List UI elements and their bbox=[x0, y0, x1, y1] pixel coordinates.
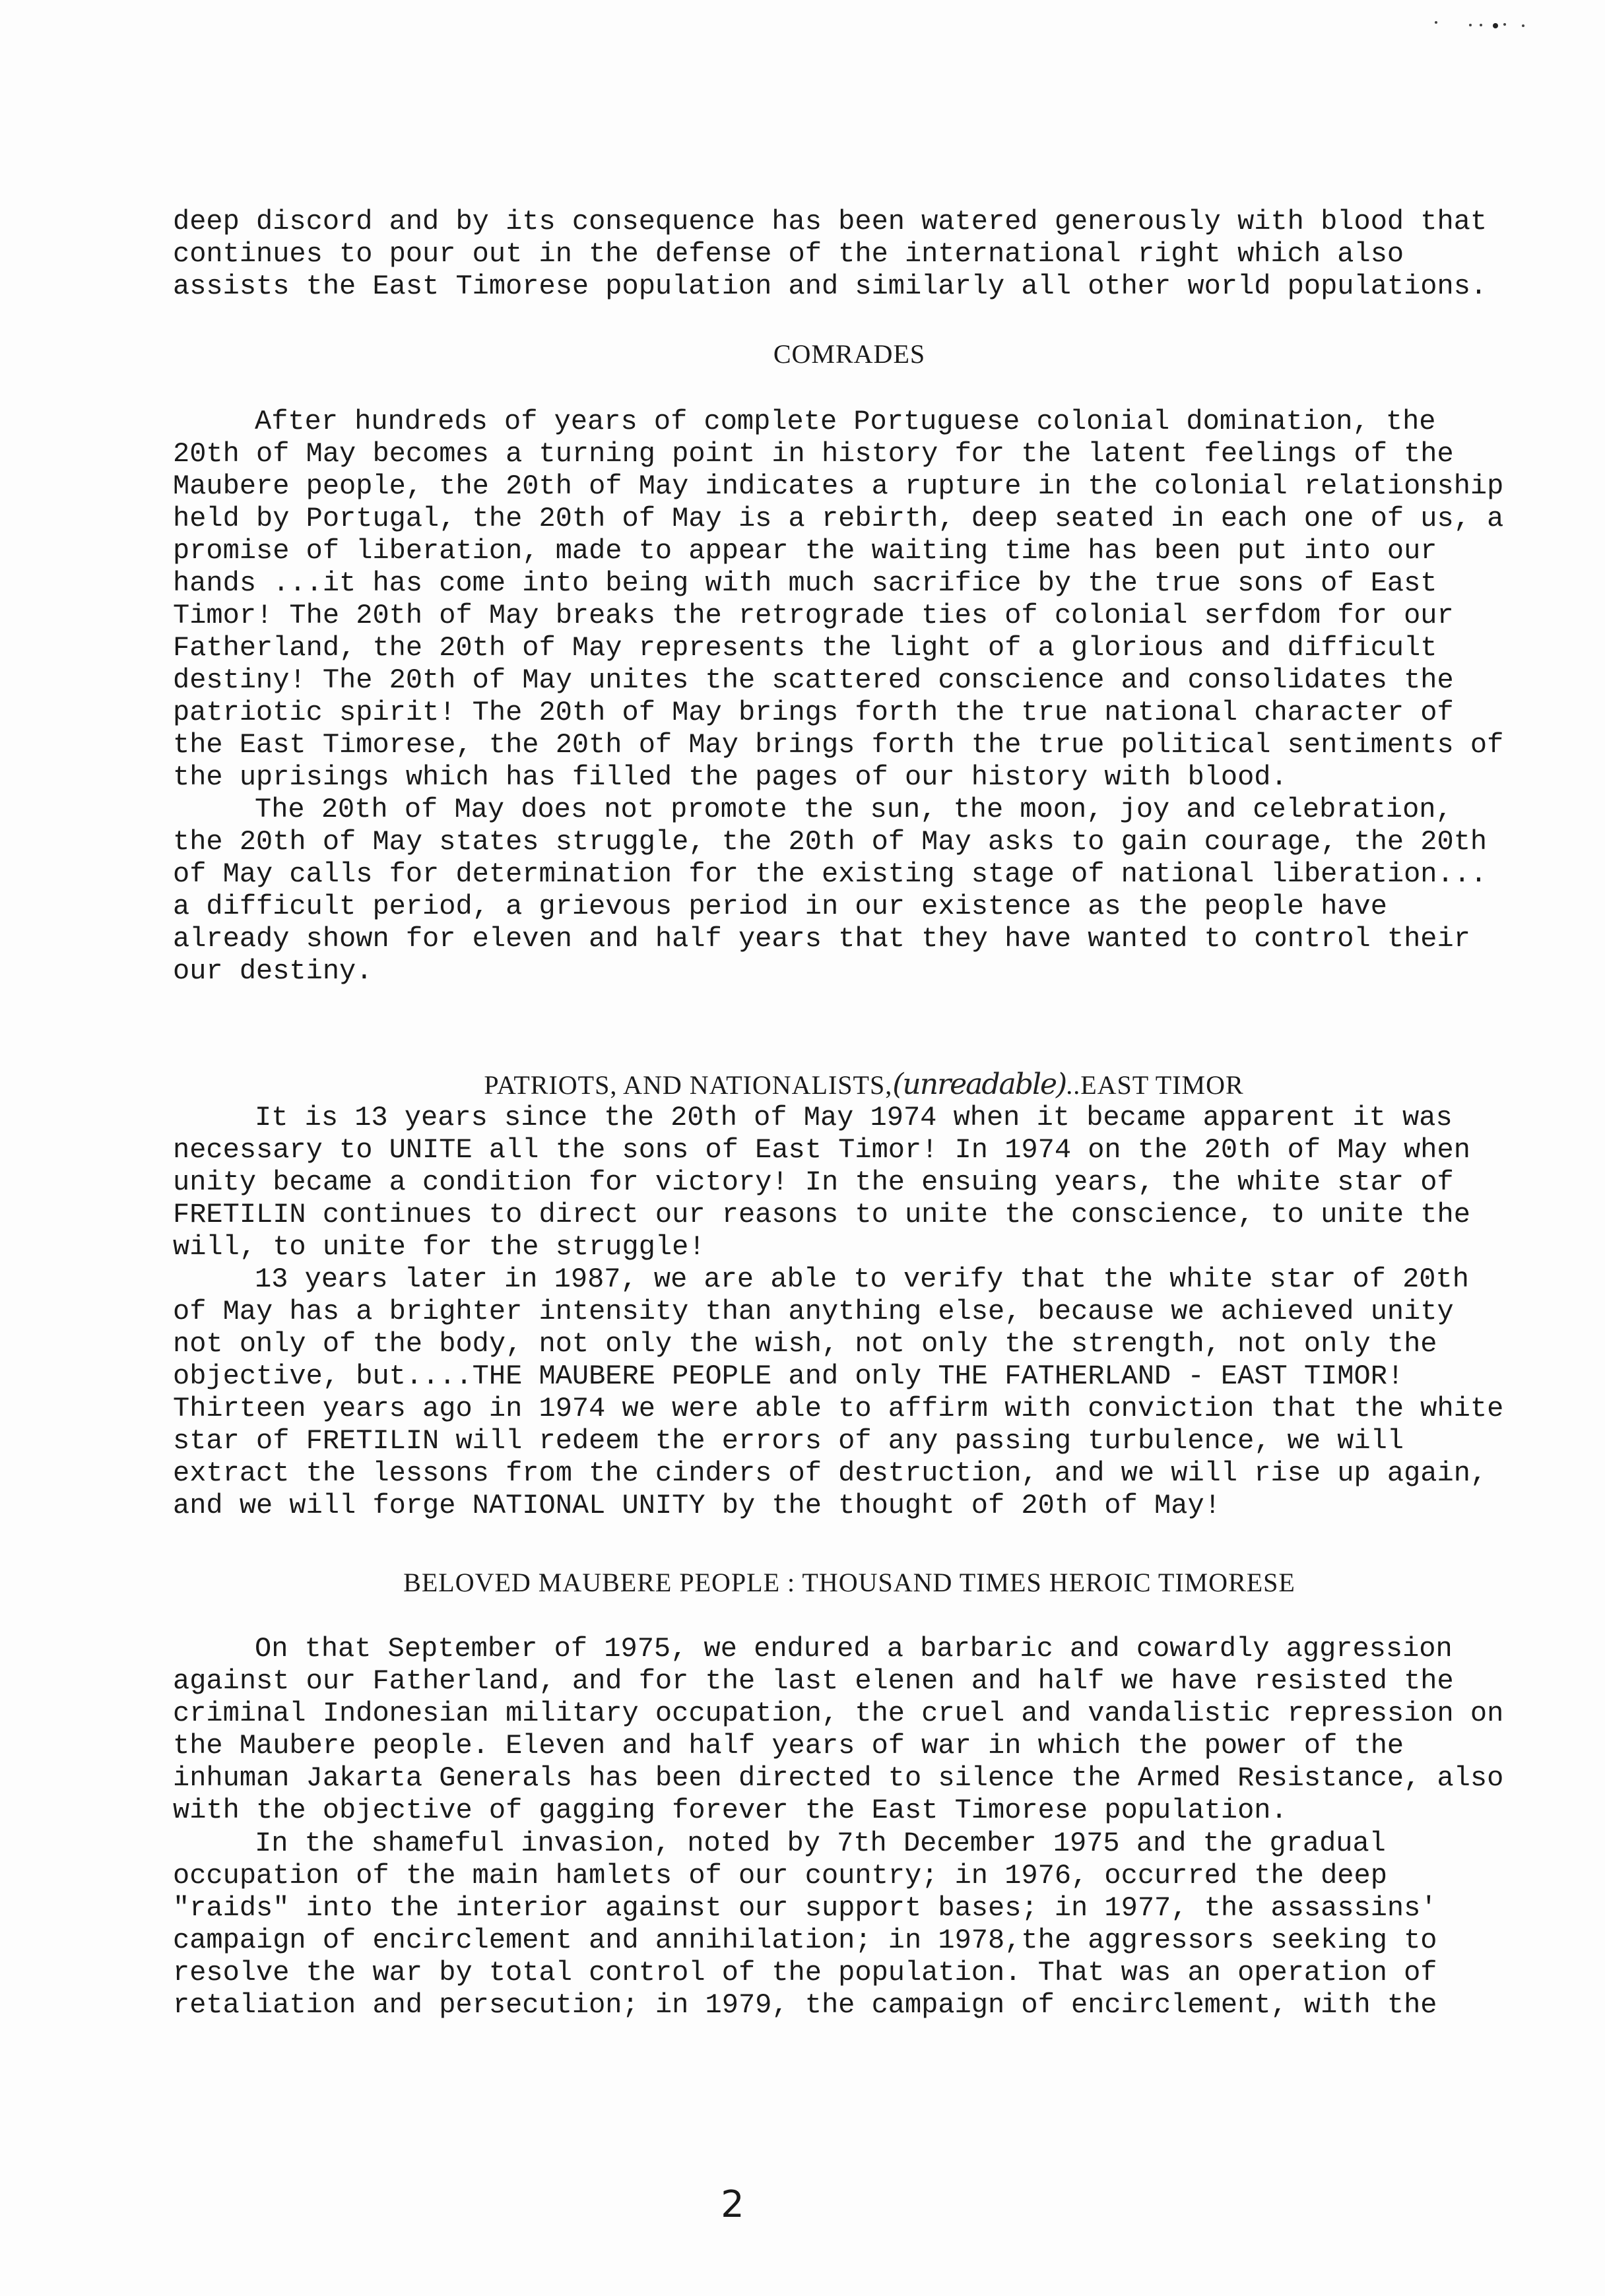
text-line: FRETILIN continues to direct our reasons to unite the conscience, to unite the bbox=[173, 1199, 1470, 1230]
text-line: will, to unite for the struggle! bbox=[173, 1231, 705, 1263]
text-line: necessary to UNITE all the sons of East Timor! In 1974 on the 20th of May when bbox=[173, 1134, 1470, 1166]
paragraph-comrades-1 bbox=[173, 406, 1526, 794]
text-line: 20th of May becomes a turning point in history for the latent feelings of the bbox=[173, 438, 1454, 470]
text-line: already shown for eleven and half years that they have wanted to control their bbox=[173, 923, 1470, 955]
text-line: unity became a condition for victory! In the ensuing years, the white star of bbox=[173, 1166, 1454, 1198]
text-line: patriotic spirit! The 20th of May brings forth the true national character of bbox=[173, 697, 1454, 728]
text-line: against our Fatherland, and for the last elenen and half we have resisted the bbox=[173, 1665, 1454, 1697]
paragraph-patriots-2 bbox=[173, 1263, 1526, 1522]
text-line: assists the East Timorese population and similarly all other world populations. bbox=[173, 271, 1488, 302]
text-line: a difficult period, a grievous period in our existence as the people have bbox=[173, 891, 1387, 922]
paragraph-intro bbox=[173, 206, 1526, 303]
scan-specks bbox=[1432, 18, 1531, 32]
paragraph-comrades-2 bbox=[173, 794, 1526, 988]
text-line: criminal Indonesian military occupation, the cruel and vandalistic repression on bbox=[173, 1698, 1504, 1729]
text-line: After hundreds of years of complete Portuguese colonial domination, the bbox=[255, 406, 1436, 437]
text-line: In the shameful invasion, noted by 7th December 1975 and the gradual bbox=[255, 1828, 1386, 1859]
text-line: deep discord and by its consequence has been watered generously with blood that bbox=[173, 206, 1488, 238]
text-line: the uprisings which has filled the pages of our history with blood. bbox=[173, 761, 1288, 793]
text-line: the Maubere people. Eleven and half years of war in which the power of the bbox=[173, 1730, 1404, 1762]
text-line: campaign of encirclement and annihilation; in 1978,the aggressors seeking to bbox=[173, 1925, 1437, 1956]
text-line: retaliation and persecution; in 1979, the campaign of encirclement, with the bbox=[173, 1989, 1437, 2021]
paragraph-patriots-1 bbox=[173, 1102, 1526, 1263]
heading-patriots-text: PATRIOTS, AND NATIONALISTS, bbox=[484, 1070, 893, 1100]
text-line: with the objective of gagging forever the East Timorese population. bbox=[173, 1795, 1288, 1826]
text-line: star of FRETILIN will redeem the errors of any passing turbulence, we will bbox=[173, 1425, 1404, 1457]
text-line: Thirteen years ago in 1974 we were able to affirm with conviction that the white bbox=[173, 1393, 1504, 1424]
text-line: our destiny. bbox=[173, 955, 373, 987]
text-line: of May has a brighter intensity than anything else, because we achieved unity bbox=[173, 1296, 1454, 1327]
text-line: Fatherland, the 20th of May represents the light of a glorious and difficult bbox=[173, 632, 1437, 664]
text-line: destiny! The 20th of May unites the scattered conscience and consolidates the bbox=[173, 664, 1454, 696]
text-line: 13 years later in 1987, we are able to verify that the white star of 20th bbox=[255, 1263, 1469, 1295]
text-line: Maubere people, the 20th of May indicates a rupture in the colonial relationship bbox=[173, 470, 1504, 502]
paragraph-beloved-2 bbox=[173, 1828, 1526, 2022]
text-line: of May calls for determination for the existing stage of national liberation... bbox=[173, 858, 1488, 890]
text-line: hands ...it has come into being with much sacrifice by the true sons of East bbox=[173, 567, 1437, 599]
text-line: occupation of the main hamlets of our country; in 1976, occurred the deep bbox=[173, 1860, 1387, 1892]
text-line: and we will forge NATIONAL UNITY by the thought of 20th of May! bbox=[173, 1490, 1221, 1521]
heading-patriots-tail: ..EAST TIMOR bbox=[1066, 1070, 1244, 1100]
text-line: resolve the war by total control of the population. That was an operation of bbox=[173, 1957, 1437, 1989]
text-line: continues to pour out in the defense of the international right which also bbox=[173, 238, 1404, 270]
text-line: inhuman Jakarta Generals has been directed to silence the Armed Resistance, also bbox=[173, 1762, 1504, 1794]
handwritten-annotation: (unreadable) bbox=[892, 1068, 1066, 1101]
text-line: extract the lessons from the cinders of destruction, and we will rise up again, bbox=[173, 1457, 1488, 1489]
page-number: 2 bbox=[721, 2183, 744, 2226]
text-line: objective, but....THE MAUBERE PEOPLE and only THE FATHERLAND - EAST TIMOR! bbox=[173, 1360, 1404, 1392]
text-line: not only of the body, not only the wish, not only the strength, not only the bbox=[173, 1328, 1437, 1360]
text-line: promise of liberation, made to appear the waiting time has been put into our bbox=[173, 535, 1437, 567]
heading-beloved: BELOVED MAUBERE PEOPLE : THOUSAND TIMES HEROIC TIMORESE bbox=[403, 1568, 1295, 1597]
heading-comrades: COMRADES bbox=[773, 339, 926, 369]
text-line: the 20th of May states struggle, the 20th of May asks to gain courage, the 20th bbox=[173, 826, 1488, 858]
text-line: Timor! The 20th of May breaks the retrograde ties of colonial serfdom for our bbox=[173, 600, 1454, 631]
text-line: the East Timorese, the 20th of May brings forth the true political sentiments of bbox=[173, 729, 1504, 761]
text-line: "raids" into the interior against our support bases; in 1977, the assassins' bbox=[173, 1892, 1437, 1924]
text-line: held by Portugal, the 20th of May is a rebirth, deep seated in each one of us, a bbox=[173, 503, 1504, 534]
text-line: The 20th of May does not promote the sun, the moon, joy and celebration, bbox=[255, 794, 1453, 825]
paragraph-beloved-1 bbox=[173, 1633, 1526, 1827]
text-line: On that September of 1975, we endured a barbaric and cowardly aggression bbox=[255, 1633, 1453, 1665]
text-line: It is 13 years since the 20th of May 1974 when it became apparent it was bbox=[255, 1102, 1453, 1133]
